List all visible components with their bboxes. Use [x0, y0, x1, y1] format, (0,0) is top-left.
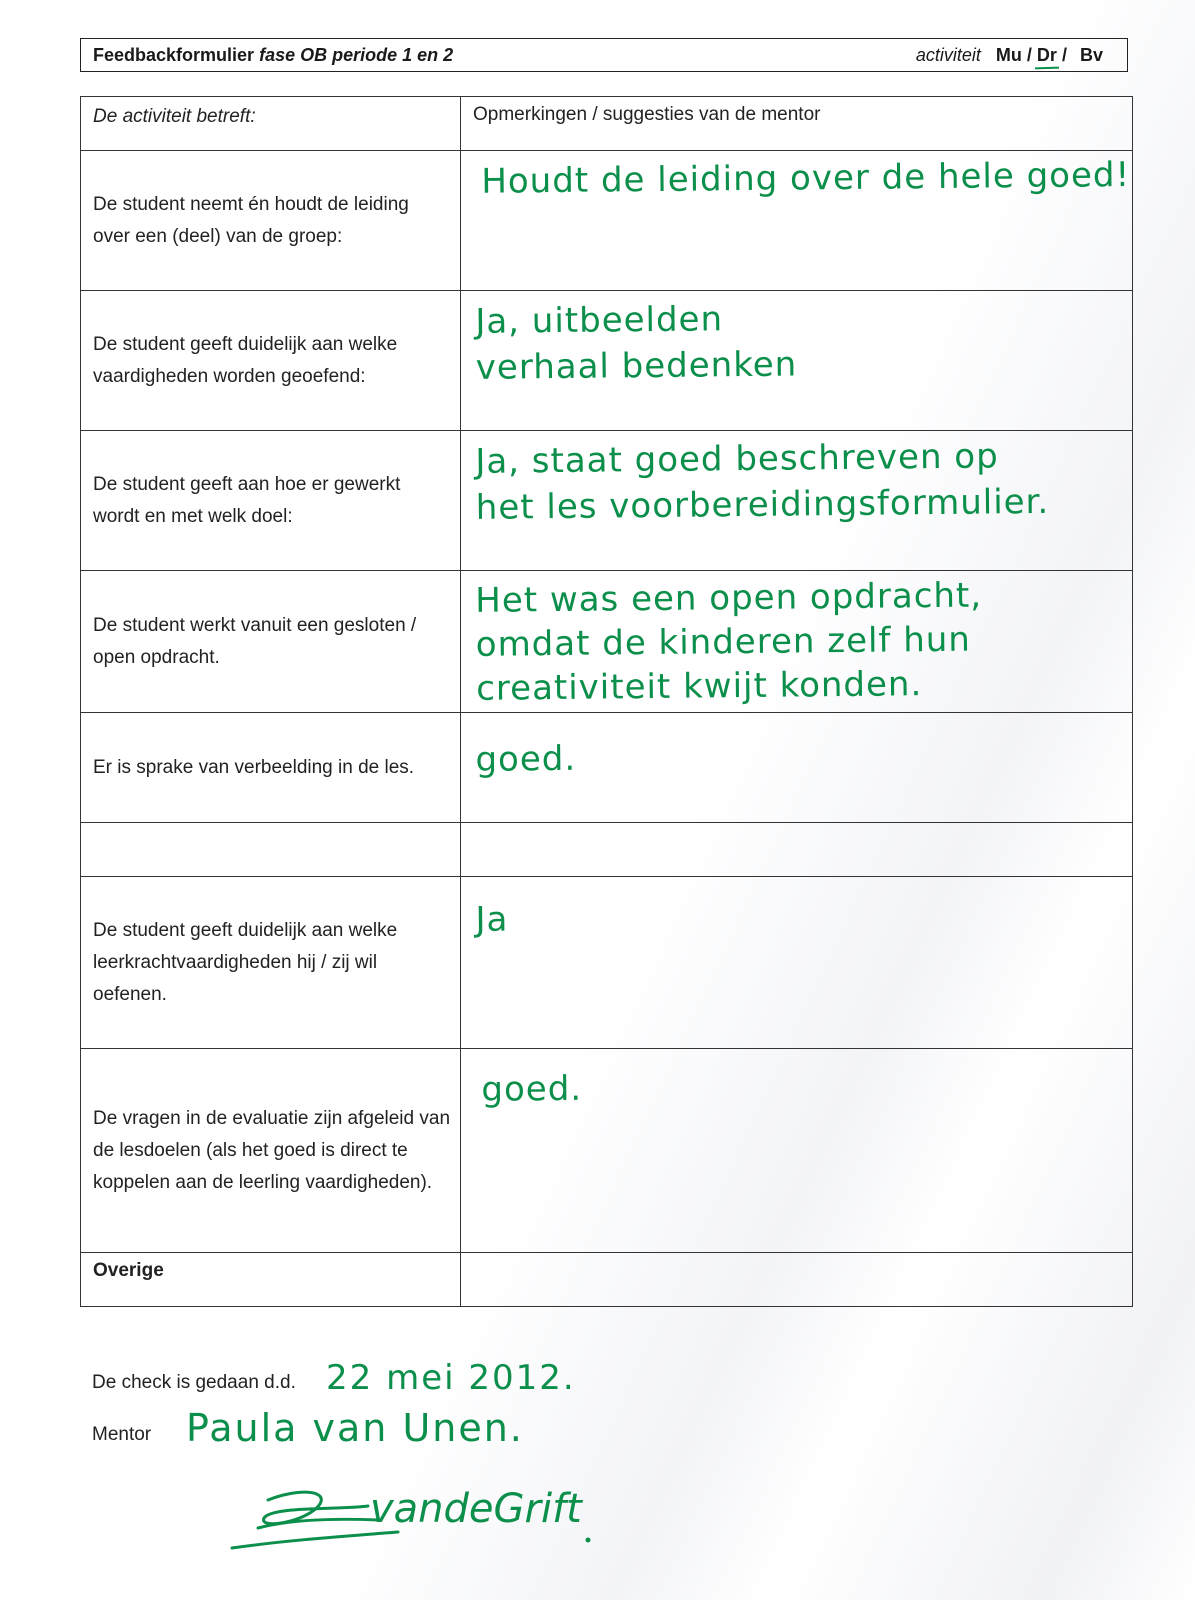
col-right-header: Opmerkingen / suggesties van de mentor [461, 97, 1133, 151]
feedback-table [80, 96, 1133, 1307]
title-bold: Feedbackformulier [93, 45, 255, 65]
handwritten-answer: Houdt de leiding over de hele goed! [481, 154, 1131, 202]
form-title [93, 45, 453, 66]
table-row [81, 713, 1133, 823]
table-row-empty [81, 823, 1133, 877]
row-answer-cell [461, 431, 1133, 571]
handwritten-answer: Ja, staat goed beschreven op het les voorbereidingsformulier. [475, 436, 1050, 528]
row-answer-cell [461, 713, 1133, 823]
table-row [81, 291, 1133, 431]
handwritten-answer: goed. [475, 738, 577, 780]
row-answer-cell [461, 1049, 1133, 1253]
table-row [81, 151, 1133, 291]
check-label: De check is gedaan d.d. [92, 1372, 296, 1393]
option-dr: Dr [1036, 45, 1057, 65]
row-answer-cell [461, 823, 1133, 877]
check-date: 22 mei 2012. [326, 1358, 576, 1398]
mentor-name: Paula van Unen. [186, 1406, 524, 1450]
table-row [81, 431, 1133, 571]
option-separator: / [1061, 45, 1067, 65]
row-answer-cell [461, 877, 1133, 1049]
row-answer-cell [461, 291, 1133, 431]
row-question: De student geeft duidelijk aan welke leerkrachtvaardigheden hij / zij wil oefenen. [81, 877, 461, 1049]
row-question: De student geeft aan hoe er gewerkt wordt en met welk doel: [81, 431, 461, 571]
row-answer-cell [461, 571, 1133, 713]
col-left-header: De activiteit betreft: [81, 97, 461, 151]
table-row-overige [81, 1253, 1133, 1307]
form-header [80, 38, 1128, 72]
row-answer-cell [461, 1253, 1133, 1307]
row-question: De student neemt én houdt de leiding over een (deel) van de groep: [81, 151, 461, 291]
row-answer-cell [461, 151, 1133, 291]
row-question: Er is sprake van verbeelding in de les. [81, 713, 461, 823]
handwritten-answer: Ja [475, 899, 509, 940]
signature-text: vandeGrift [370, 1486, 582, 1532]
option-bv: Bv [1079, 45, 1103, 65]
row-question [81, 823, 461, 877]
handwritten-answer: Ja, uitbeelden verhaal bedenken [475, 299, 798, 388]
table-row [81, 877, 1133, 1049]
handwritten-answer: goed. [481, 1068, 583, 1110]
activity-selector [916, 45, 1103, 66]
option-mu: Mu / [995, 45, 1032, 65]
table-header-row [81, 97, 1133, 151]
handwritten-answer: Het was een open opdracht, omdat de kinderen zelf hun creativiteit kwijt konden. [475, 575, 983, 709]
mentor-label: Mentor [92, 1424, 152, 1445]
signature-image [228, 1470, 608, 1560]
row-question: De vragen in de evaluatie zijn afgeleid van de lesdoelen (als het goed is direct te koppelen aan de leerling vaardigheden). [81, 1049, 461, 1253]
table-row [81, 1049, 1133, 1253]
title-italic: fase OB periode 1 en 2 [259, 45, 454, 65]
table-row [81, 571, 1133, 713]
row-question: De student werkt vanuit een gesloten / open opdracht. [81, 571, 461, 713]
activity-label: activiteit [915, 45, 981, 65]
row-question: Overige [81, 1253, 461, 1307]
row-question: De student geeft duidelijk aan welke vaardigheden worden geoefend: [81, 291, 461, 431]
